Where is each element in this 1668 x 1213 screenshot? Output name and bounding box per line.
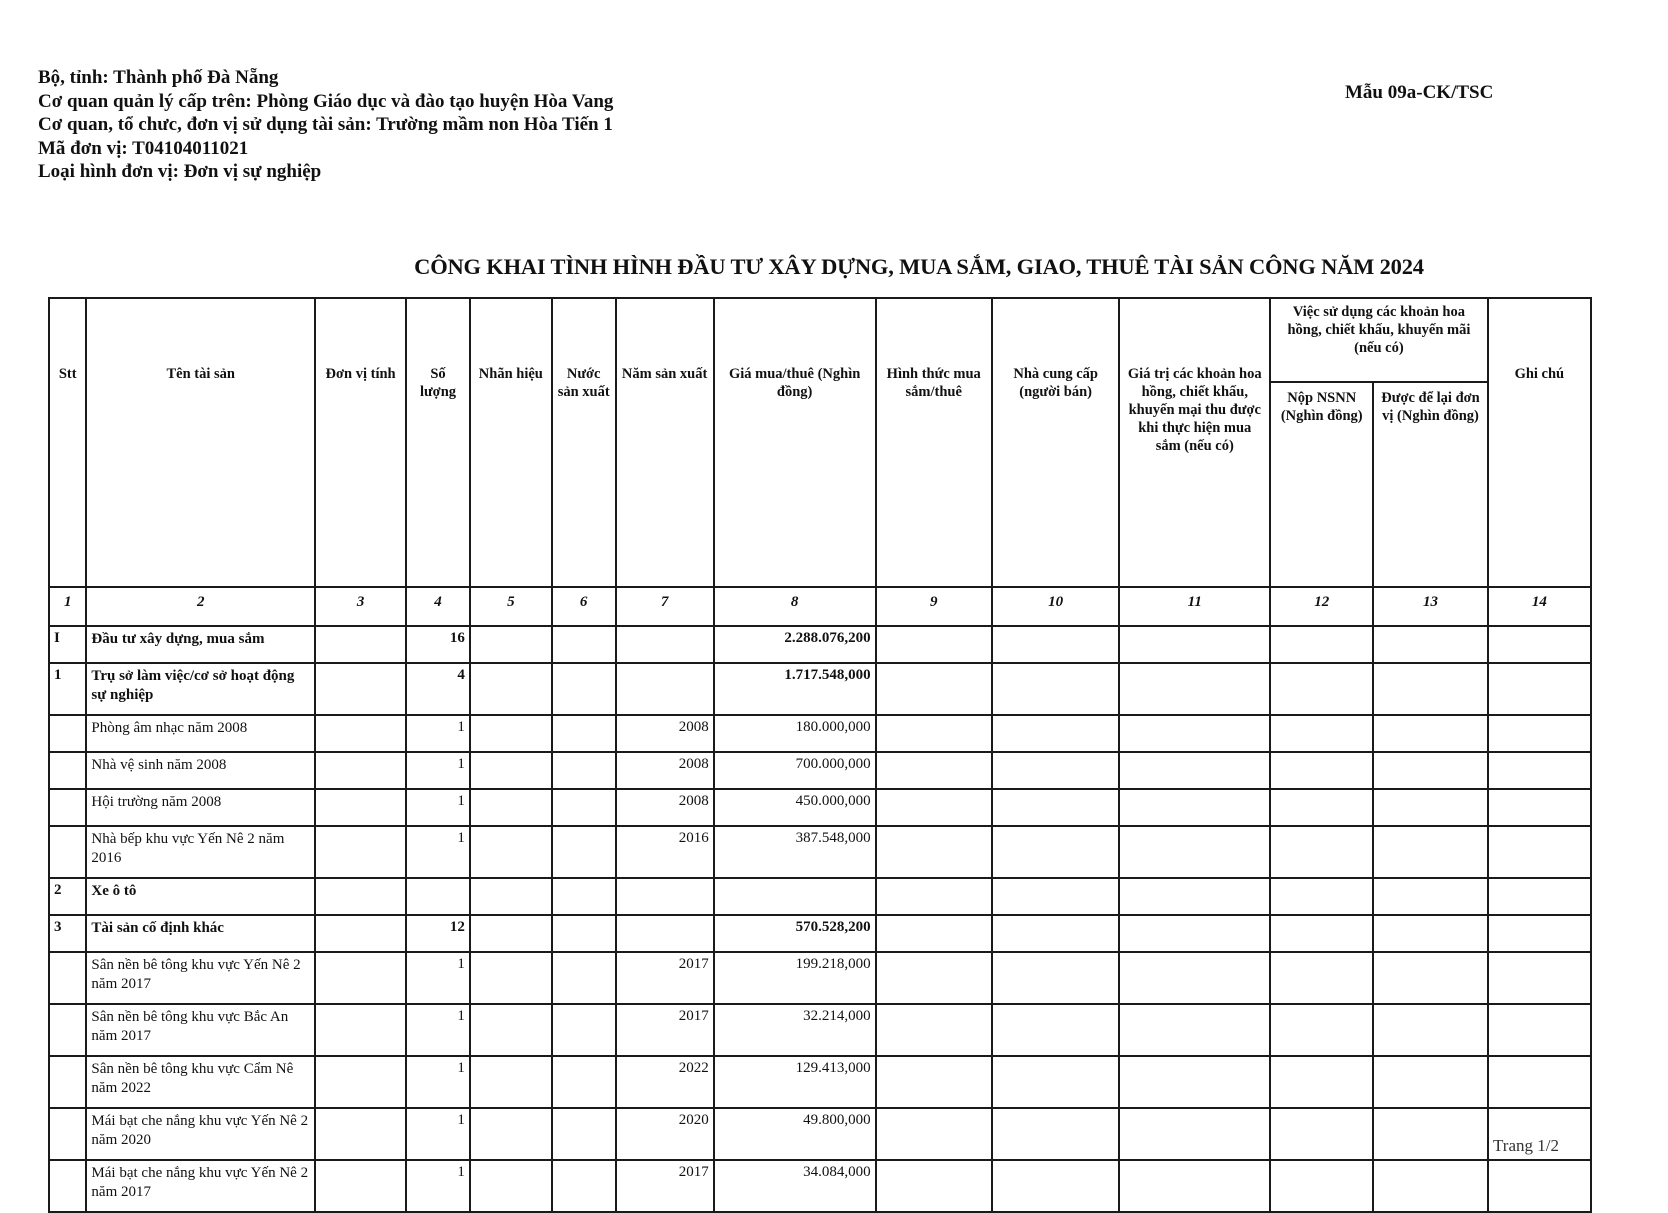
cell-qty: 1 <box>406 1108 470 1160</box>
cell-stt <box>49 1056 86 1108</box>
page-number: Trang 1/2 <box>1493 1136 1559 1155</box>
cell-asset-name: Xe ô tô <box>86 878 315 915</box>
cell-supplier <box>992 915 1119 952</box>
cell-asset-name: Đầu tư xây dựng, mua sắm <box>86 626 315 663</box>
col-header-method: Hình thức mua sắm/thuê <box>876 298 992 587</box>
cell-note <box>1488 752 1591 789</box>
cell-country <box>552 952 616 1004</box>
col-header-qty: Số lượng <box>406 298 470 587</box>
cell-method <box>876 1004 992 1056</box>
table-row <box>49 1160 1591 1212</box>
cell-stt <box>49 826 86 878</box>
cell-country <box>552 1108 616 1160</box>
col-header-name: Tên tài sản <box>86 298 315 587</box>
col-header-unit: Đơn vị tính <box>315 298 406 587</box>
cell-nsnn <box>1270 826 1373 878</box>
cell-brand <box>470 1160 552 1212</box>
cell-retained <box>1373 915 1487 952</box>
cell-commission-value <box>1119 826 1270 878</box>
cell-stt <box>49 1160 86 1212</box>
cell-brand <box>470 626 552 663</box>
cell-unit <box>315 789 406 826</box>
cell-stt <box>49 1004 86 1056</box>
col-number: 8 <box>714 587 876 626</box>
cell-asset-name: Nhà vệ sinh năm 2008 <box>86 752 315 789</box>
cell-commission-value <box>1119 952 1270 1004</box>
column-number-row <box>49 587 1591 626</box>
cell-price: 34.084,000 <box>714 1160 876 1212</box>
cell-commission-value <box>1119 715 1270 752</box>
cell-brand <box>470 826 552 878</box>
cell-country <box>552 789 616 826</box>
col-header-brand: Nhãn hiệu <box>470 298 552 587</box>
col-number: 10 <box>992 587 1119 626</box>
cell-note <box>1488 826 1591 878</box>
table-row <box>49 789 1591 826</box>
col-header-commission-value: Giá trị các khoản hoa hồng, chiết khấu, khuyến mại thu được khi thực hiện mua sắm (nếu có) <box>1119 298 1270 587</box>
cell-price: 199.218,000 <box>714 952 876 1004</box>
table-row <box>49 626 1591 663</box>
col-number: 2 <box>86 587 315 626</box>
col-header-commission-group: Việc sử dụng các khoản hoa hồng, chiết khấu, khuyến mãi (nếu có) <box>1270 298 1488 382</box>
cell-nsnn <box>1270 715 1373 752</box>
cell-price: 700.000,000 <box>714 752 876 789</box>
cell-note <box>1488 715 1591 752</box>
col-header-price: Giá mua/thuê (Nghìn đồng) <box>714 298 876 587</box>
cell-brand <box>470 1056 552 1108</box>
cell-country <box>552 1056 616 1108</box>
cell-supplier <box>992 789 1119 826</box>
cell-note <box>1488 626 1591 663</box>
cell-brand <box>470 789 552 826</box>
col-header-retained: Được để lại đơn vị (Nghìn đồng) <box>1373 382 1487 587</box>
col-number: 12 <box>1270 587 1373 626</box>
cell-price: 2.288.076,200 <box>714 626 876 663</box>
cell-retained <box>1373 752 1487 789</box>
cell-year: 2008 <box>616 789 714 826</box>
cell-note <box>1488 952 1591 1004</box>
table-row <box>49 752 1591 789</box>
cell-commission-value <box>1119 1108 1270 1160</box>
form-code: Mẫu 09a-CK/TSC <box>1345 82 1494 103</box>
cell-price: 129.413,000 <box>714 1056 876 1108</box>
cell-unit <box>315 626 406 663</box>
cell-supplier <box>992 1108 1119 1160</box>
cell-unit <box>315 952 406 1004</box>
cell-method <box>876 752 992 789</box>
cell-commission-value <box>1119 915 1270 952</box>
col-number: 1 <box>49 587 86 626</box>
col-number: 7 <box>616 587 714 626</box>
cell-country <box>552 826 616 878</box>
cell-qty: 1 <box>406 1056 470 1108</box>
cell-year <box>616 663 714 715</box>
cell-country <box>552 626 616 663</box>
cell-supplier <box>992 826 1119 878</box>
cell-qty: 4 <box>406 663 470 715</box>
cell-stt: 2 <box>49 878 86 915</box>
cell-stt <box>49 952 86 1004</box>
cell-supplier <box>992 952 1119 1004</box>
cell-year: 2008 <box>616 752 714 789</box>
col-header-year: Năm sản xuất <box>616 298 714 587</box>
cell-stt <box>49 752 86 789</box>
cell-year <box>616 626 714 663</box>
cell-commission-value <box>1119 663 1270 715</box>
cell-country <box>552 1160 616 1212</box>
cell-brand <box>470 663 552 715</box>
cell-country <box>552 715 616 752</box>
superior-agency-line: Cơ quan quản lý cấp trên: Phòng Giáo dục và đào tạo huyện Hòa Vang <box>38 90 614 112</box>
cell-method <box>876 1056 992 1108</box>
cell-method <box>876 952 992 1004</box>
cell-commission-value <box>1119 1004 1270 1056</box>
cell-country <box>552 752 616 789</box>
cell-retained <box>1373 789 1487 826</box>
cell-supplier <box>992 1160 1119 1212</box>
cell-price: 180.000,000 <box>714 715 876 752</box>
asset-table <box>48 297 1592 1213</box>
cell-note <box>1488 663 1591 715</box>
col-header-country: Nước sản xuất <box>552 298 616 587</box>
cell-asset-name: Sân nền bê tông khu vực Cẩm Nê năm 2022 <box>86 1056 315 1108</box>
cell-supplier <box>992 715 1119 752</box>
cell-nsnn <box>1270 1108 1373 1160</box>
cell-asset-name: Mái bạt che nắng khu vực Yến Nê 2 năm 2017 <box>86 1160 315 1212</box>
cell-country <box>552 915 616 952</box>
col-header-stt: Stt <box>49 298 86 587</box>
cell-retained <box>1373 1004 1487 1056</box>
cell-qty: 1 <box>406 789 470 826</box>
table-row <box>49 878 1591 915</box>
cell-year: 2022 <box>616 1056 714 1108</box>
cell-retained <box>1373 826 1487 878</box>
cell-qty: 12 <box>406 915 470 952</box>
col-number: 5 <box>470 587 552 626</box>
cell-brand <box>470 715 552 752</box>
col-header-note: Ghi chú <box>1488 298 1591 587</box>
table-row <box>49 663 1591 715</box>
province-line: Bộ, tỉnh: Thành phố Đà Nẵng <box>38 67 279 88</box>
cell-commission-value <box>1119 626 1270 663</box>
cell-asset-name: Sân nền bê tông khu vực Yến Nê 2 năm 2017 <box>86 952 315 1004</box>
cell-nsnn <box>1270 952 1373 1004</box>
cell-asset-name: Nhà bếp khu vực Yến Nê 2 năm 2016 <box>86 826 315 878</box>
col-number: 13 <box>1373 587 1487 626</box>
cell-brand <box>470 1004 552 1056</box>
cell-price: 1.717.548,000 <box>714 663 876 715</box>
cell-brand <box>470 915 552 952</box>
cell-unit <box>315 752 406 789</box>
col-number: 11 <box>1119 587 1270 626</box>
cell-note <box>1488 1160 1591 1212</box>
cell-unit <box>315 1056 406 1108</box>
cell-stt <box>49 1108 86 1160</box>
table-row <box>49 1108 1591 1160</box>
cell-qty: 16 <box>406 626 470 663</box>
cell-method <box>876 826 992 878</box>
cell-supplier <box>992 1004 1119 1056</box>
cell-note <box>1488 1004 1591 1056</box>
unit-code-line: Mã đơn vị: T04104011021 <box>38 137 249 159</box>
cell-nsnn <box>1270 752 1373 789</box>
cell-unit <box>315 826 406 878</box>
cell-nsnn <box>1270 789 1373 826</box>
cell-method <box>876 878 992 915</box>
cell-commission-value <box>1119 752 1270 789</box>
cell-supplier <box>992 663 1119 715</box>
cell-brand <box>470 878 552 915</box>
col-number: 9 <box>876 587 992 626</box>
document-header <box>38 66 613 184</box>
cell-qty: 1 <box>406 1160 470 1212</box>
col-number: 3 <box>315 587 406 626</box>
cell-unit <box>315 715 406 752</box>
cell-retained <box>1373 626 1487 663</box>
cell-price: 570.528,200 <box>714 915 876 952</box>
cell-retained <box>1373 1056 1487 1108</box>
cell-qty: 1 <box>406 826 470 878</box>
table-row <box>49 826 1591 878</box>
cell-brand <box>470 752 552 789</box>
cell-price: 450.000,000 <box>714 789 876 826</box>
cell-asset-name: Sân nền bê tông khu vực Bắc An năm 2017 <box>86 1004 315 1056</box>
cell-note <box>1488 789 1591 826</box>
cell-price: 32.214,000 <box>714 1004 876 1056</box>
cell-asset-name: Mái bạt che nắng khu vực Yến Nê 2 năm 2020 <box>86 1108 315 1160</box>
cell-year: 2016 <box>616 826 714 878</box>
cell-method <box>876 1108 992 1160</box>
cell-brand <box>470 952 552 1004</box>
cell-retained <box>1373 663 1487 715</box>
table-row <box>49 1056 1591 1108</box>
cell-asset-name: Phòng âm nhạc năm 2008 <box>86 715 315 752</box>
cell-price: 387.548,000 <box>714 826 876 878</box>
cell-qty: 1 <box>406 952 470 1004</box>
cell-country <box>552 878 616 915</box>
cell-qty <box>406 878 470 915</box>
table-row <box>49 952 1591 1004</box>
unit-line: Cơ quan, tổ chưc, đơn vị sử dụng tài sản: Trường mầm non Hòa Tiến 1 <box>38 114 613 135</box>
cell-stt <box>49 789 86 826</box>
cell-note <box>1488 1056 1591 1108</box>
cell-method <box>876 789 992 826</box>
cell-asset-name: Hội trường năm 2008 <box>86 789 315 826</box>
table-body <box>49 626 1591 1212</box>
cell-stt: 3 <box>49 915 86 952</box>
cell-asset-name: Tài sản cố định khác <box>86 915 315 952</box>
cell-country <box>552 663 616 715</box>
cell-method <box>876 715 992 752</box>
cell-year: 2008 <box>616 715 714 752</box>
cell-qty: 1 <box>406 752 470 789</box>
cell-year <box>616 915 714 952</box>
cell-country <box>552 1004 616 1056</box>
cell-price <box>714 878 876 915</box>
cell-year <box>616 878 714 915</box>
cell-supplier <box>992 752 1119 789</box>
cell-commission-value <box>1119 1160 1270 1212</box>
unit-type-line: Loại hình đơn vị: Đơn vị sự nghiệp <box>38 161 322 182</box>
cell-nsnn <box>1270 1160 1373 1212</box>
cell-nsnn <box>1270 878 1373 915</box>
page-title: CÔNG KHAI TÌNH HÌNH ĐẦU TƯ XÂY DỰNG, MUA SẮM, GIAO, THUÊ TÀI SẢN CÔNG NĂM 2024 <box>414 254 1424 279</box>
cell-supplier <box>992 878 1119 915</box>
cell-commission-value <box>1119 789 1270 826</box>
col-number: 4 <box>406 587 470 626</box>
col-number: 14 <box>1488 587 1591 626</box>
cell-commission-value <box>1119 1056 1270 1108</box>
cell-year: 2017 <box>616 1004 714 1056</box>
cell-stt <box>49 715 86 752</box>
cell-qty: 1 <box>406 1004 470 1056</box>
cell-supplier <box>992 626 1119 663</box>
cell-stt: 1 <box>49 663 86 715</box>
cell-retained <box>1373 878 1487 915</box>
cell-nsnn <box>1270 626 1373 663</box>
cell-year: 2017 <box>616 952 714 1004</box>
cell-unit <box>315 1004 406 1056</box>
cell-method <box>876 626 992 663</box>
cell-unit <box>315 915 406 952</box>
cell-year: 2020 <box>616 1108 714 1160</box>
cell-note <box>1488 878 1591 915</box>
cell-qty: 1 <box>406 715 470 752</box>
cell-asset-name: Trụ sở làm việc/cơ sở hoạt động sự nghiệp <box>86 663 315 715</box>
cell-nsnn <box>1270 1056 1373 1108</box>
cell-retained <box>1373 952 1487 1004</box>
cell-method <box>876 1160 992 1212</box>
cell-stt: I <box>49 626 86 663</box>
cell-year: 2017 <box>616 1160 714 1212</box>
cell-method <box>876 915 992 952</box>
cell-price: 49.800,000 <box>714 1108 876 1160</box>
cell-brand <box>470 1108 552 1160</box>
cell-retained <box>1373 715 1487 752</box>
cell-nsnn <box>1270 663 1373 715</box>
cell-method <box>876 663 992 715</box>
cell-unit <box>315 878 406 915</box>
cell-unit <box>315 663 406 715</box>
col-header-nsnn: Nộp NSNN (Nghìn đồng) <box>1270 382 1373 587</box>
cell-note <box>1488 915 1591 952</box>
table-row <box>49 715 1591 752</box>
table-row <box>49 915 1591 952</box>
cell-unit <box>315 1160 406 1212</box>
col-header-supplier: Nhà cung cấp (người bán) <box>992 298 1119 587</box>
cell-retained <box>1373 1160 1487 1212</box>
col-number: 6 <box>552 587 616 626</box>
cell-nsnn <box>1270 915 1373 952</box>
cell-unit <box>315 1108 406 1160</box>
cell-commission-value <box>1119 878 1270 915</box>
cell-nsnn <box>1270 1004 1373 1056</box>
cell-retained <box>1373 1108 1487 1160</box>
cell-supplier <box>992 1056 1119 1108</box>
table-row <box>49 1004 1591 1056</box>
